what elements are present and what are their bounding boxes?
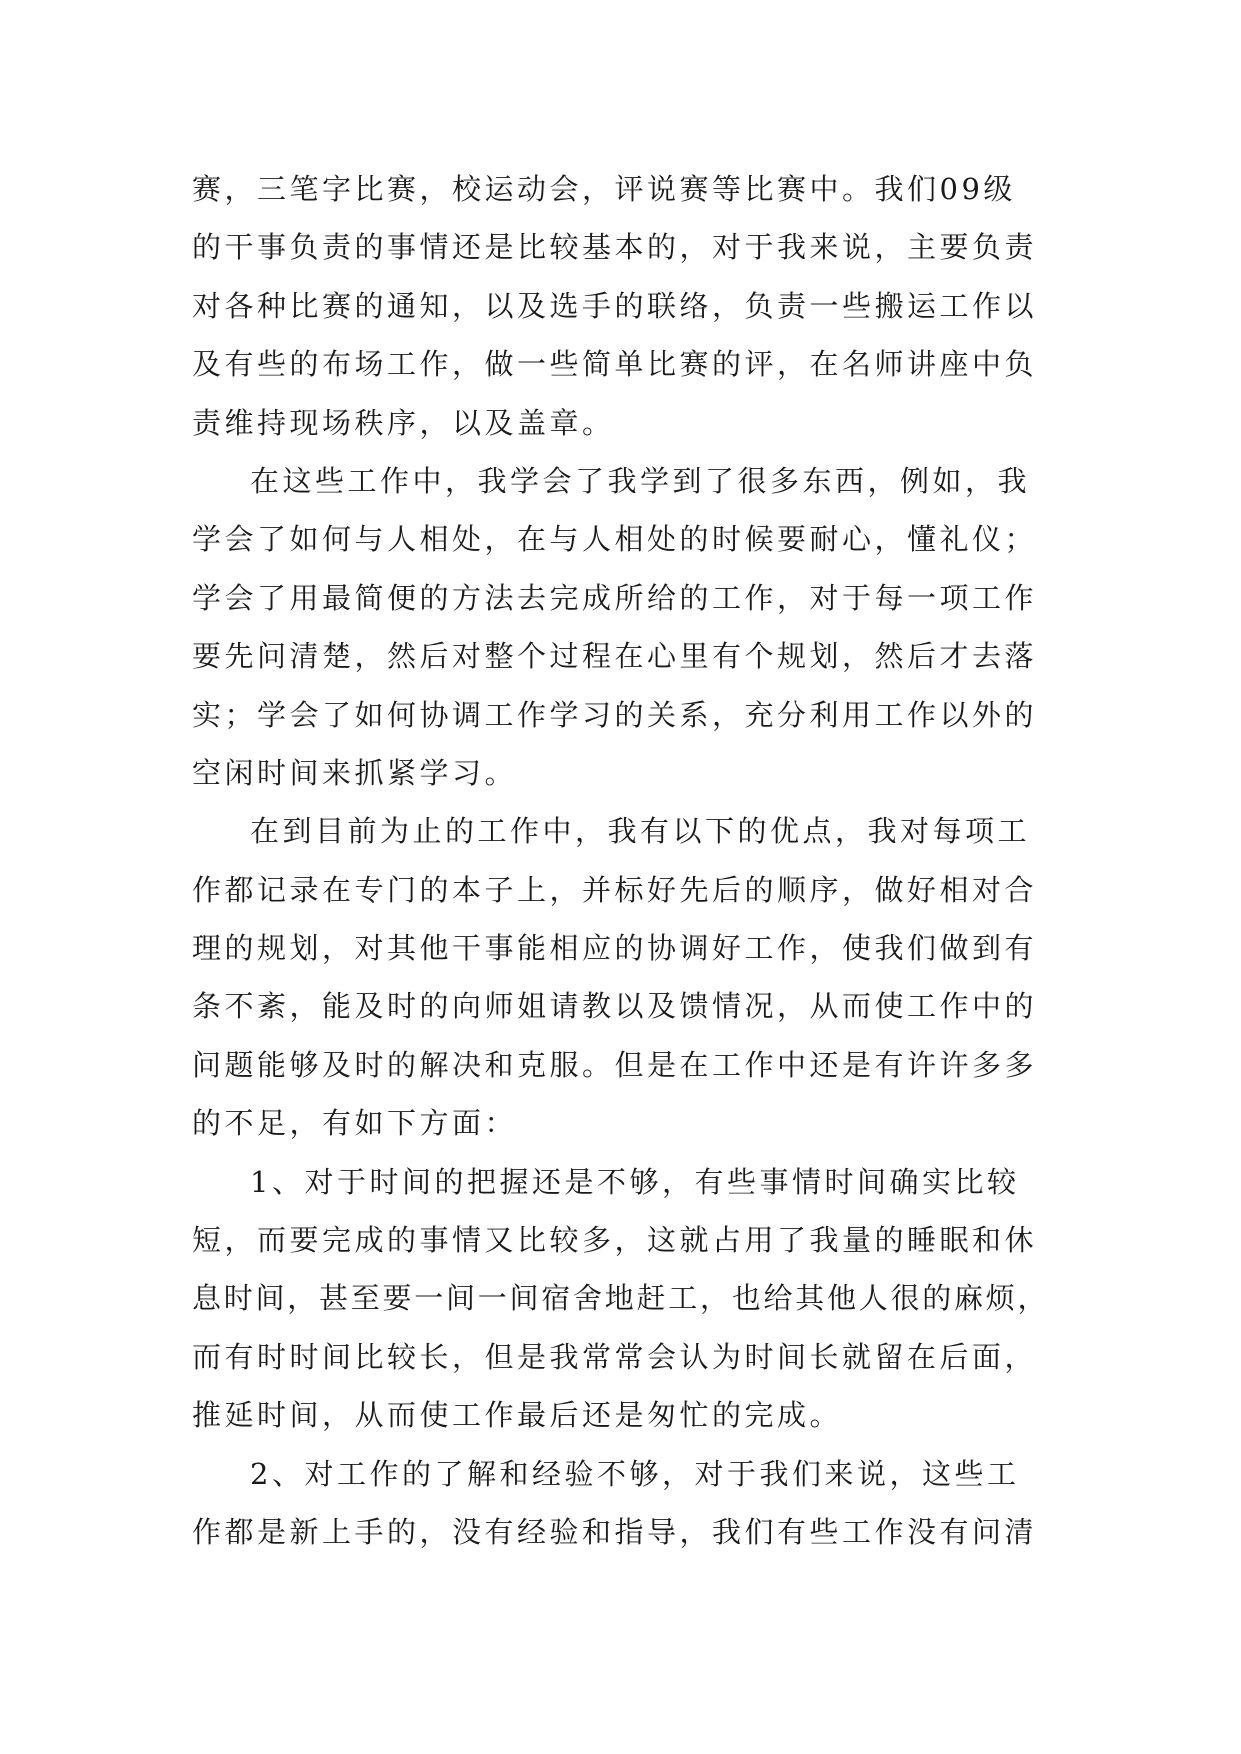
text-line: 的干事负责的事情还是比较基本的，对于我来说，主要负责 (192, 230, 1038, 265)
text-line: 空闲时间来抓紧学习。 (192, 755, 518, 790)
text-line: 息时间，甚至要一间一间宿舍地赶工，也给其他人很的麻烦， (192, 1281, 1050, 1316)
text-line: 及有些的布场工作，做一些简单比赛的评，在名师讲座中负 (192, 347, 1038, 382)
text-line: 赛，三笔字比赛，校运动会，评说赛等比赛中。我们09级 (192, 172, 1016, 206)
text-line: 学会了如何与人相处，在与人相处的时候要耐心，懂礼仪； (192, 522, 1038, 557)
text-line: 问题能够及时的解决和克服。但是在工作中还是有许许多多 (192, 1047, 1038, 1082)
text-line: 责维持现场秩序，以及盖章。 (192, 405, 615, 440)
text-line: 推延时间，从而使工作最后还是匆忙的完成。 (192, 1398, 843, 1433)
text-line: 条不紊，能及时的向师姐请教以及馈情况，从而使工作中的 (192, 989, 1038, 1024)
text-line: 对各种比赛的通知，以及选手的联络，负责一些搬运工作以 (192, 288, 1038, 323)
text-line: 在到目前为止的工作中，我有以下的优点，我对每项工 (250, 814, 1031, 849)
text-line: 理的规划，对其他干事能相应的协调好工作，使我们做到有 (192, 931, 1038, 966)
text-line: 要先问清楚，然后对整个过程在心里有个规划，然后才去落 (192, 639, 1038, 674)
text-line: 短，而要完成的事情又比较多，这就占用了我量的睡眠和休 (192, 1223, 1038, 1258)
text-line: 而有时时间比较长，但是我常常会认为时间长就留在后面， (192, 1339, 1038, 1374)
text-line: 1、对于时间的把握还是不够，有些事情时间确实比较 (250, 1164, 1020, 1199)
text-line: 作都是新上手的，没有经验和指导，我们有些工作没有问清 (192, 1514, 1038, 1549)
text-line: 的不足，有如下方面： (192, 1106, 518, 1141)
text-line: 实；学会了如何协调工作学习的关系，充分利用工作以外的 (192, 697, 1038, 732)
text-line: 学会了用最简便的方法去完成所给的工作，对于每一项工作 (192, 580, 1038, 615)
text-line: 作都记录在专门的本子上，并标好先后的顺序，做好相对合 (192, 872, 1038, 907)
text-line: 2、对工作的了解和经验不够，对于我们来说，这些工 (250, 1456, 1020, 1491)
body-text (192, 160, 1052, 1561)
text-line: 在这些工作中，我学会了我学到了很多东西，例如，我 (250, 463, 1031, 498)
